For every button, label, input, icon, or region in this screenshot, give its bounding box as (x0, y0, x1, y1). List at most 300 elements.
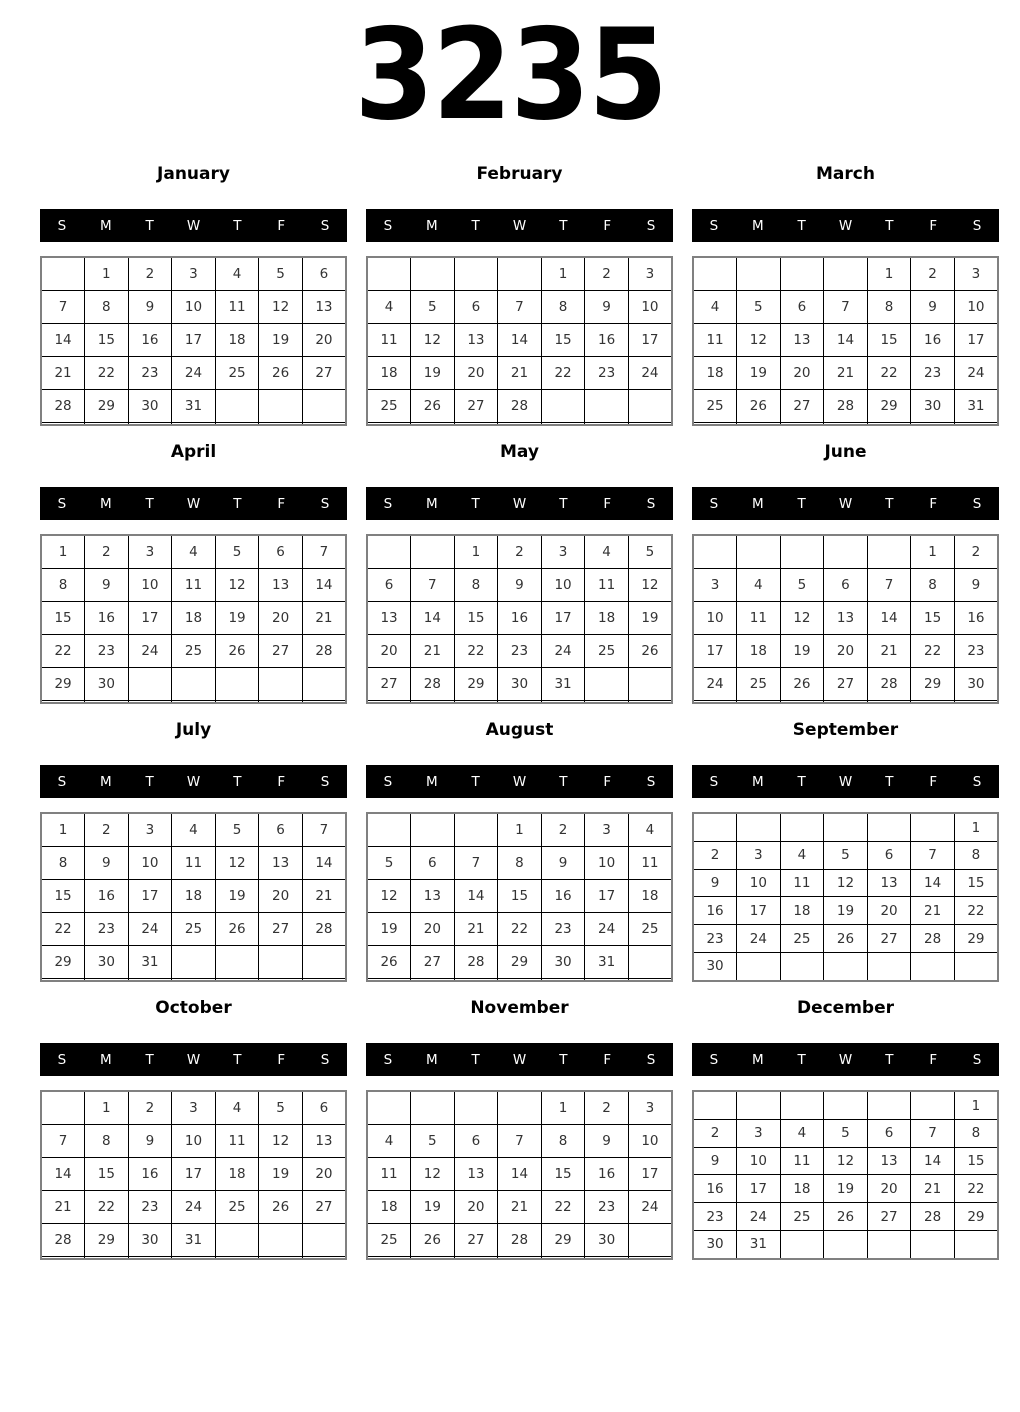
day-cell: 13 (302, 1125, 346, 1158)
day-cell: 13 (824, 602, 868, 635)
empty-day-cell (498, 422, 542, 425)
empty-day-cell (911, 700, 955, 703)
day-cell: 16 (541, 880, 585, 913)
day-cell: 24 (737, 925, 781, 953)
empty-day-cell (628, 1223, 672, 1256)
day-cell: 16 (128, 324, 172, 357)
week-row (367, 257, 672, 291)
week-row (367, 1190, 672, 1223)
day-cell: 1 (41, 535, 85, 569)
day-cell: 31 (172, 1223, 216, 1256)
empty-day-cell (585, 389, 629, 422)
day-cell: 27 (780, 389, 824, 422)
day-header-cell: S (57, 217, 67, 234)
day-cell: 29 (85, 389, 129, 422)
day-cell: 28 (41, 1223, 85, 1256)
day-cell: 17 (954, 324, 998, 357)
day-cell: 14 (911, 869, 955, 897)
day-cell: 3 (172, 1091, 216, 1125)
day-header-cell: T (885, 773, 894, 790)
day-cell: 18 (367, 1190, 411, 1223)
day-header-cell: S (646, 495, 656, 512)
empty-day-cell (172, 700, 216, 703)
day-header-cell: S (383, 217, 393, 234)
empty-day-cell (541, 1256, 585, 1259)
day-cell: 15 (541, 324, 585, 357)
week-row (41, 880, 346, 913)
empty-day-cell (302, 389, 346, 422)
day-header-cell: T (471, 217, 480, 234)
week-row (367, 1091, 672, 1125)
day-cell: 17 (128, 602, 172, 635)
day-cell: 25 (585, 634, 629, 667)
day-cell: 17 (737, 897, 781, 925)
day-header-bar (692, 209, 999, 242)
week-row (367, 634, 672, 667)
day-cell: 22 (954, 1175, 998, 1203)
week-row (693, 569, 998, 602)
empty-day-cell (367, 535, 411, 569)
week-row (367, 978, 672, 981)
empty-day-cell (737, 535, 781, 569)
day-cell: 15 (954, 1147, 998, 1175)
day-header-cell: W (838, 217, 853, 234)
day-cell: 5 (824, 842, 868, 870)
week-row (367, 1256, 672, 1259)
day-cell: 20 (259, 880, 303, 913)
day-header-cell: S (646, 1051, 656, 1068)
empty-day-cell (41, 422, 85, 425)
week-row (367, 847, 672, 880)
day-cell: 1 (498, 813, 542, 847)
empty-day-cell (41, 1256, 85, 1259)
week-row (693, 667, 998, 700)
day-header-cell: T (471, 495, 480, 512)
day-header-cell: S (57, 495, 67, 512)
day-cell: 27 (454, 389, 498, 422)
day-cell: 12 (259, 291, 303, 324)
day-header-bar (366, 487, 673, 520)
day-cell: 9 (585, 291, 629, 324)
empty-day-cell (867, 952, 911, 981)
day-cell: 18 (628, 880, 672, 913)
month-march (692, 150, 999, 428)
day-cell: 8 (954, 1120, 998, 1148)
week-row (693, 952, 998, 981)
day-cell: 5 (411, 291, 455, 324)
day-cell: 16 (128, 1158, 172, 1191)
week-row (693, 897, 998, 925)
empty-day-cell (302, 978, 346, 981)
day-cell: 24 (585, 912, 629, 945)
day-cell: 12 (411, 324, 455, 357)
day-cell: 4 (585, 535, 629, 569)
empty-day-cell (41, 978, 85, 981)
day-cell: 21 (867, 634, 911, 667)
day-cell: 4 (215, 257, 259, 291)
day-cell: 27 (259, 912, 303, 945)
day-cell: 12 (411, 1158, 455, 1191)
empty-day-cell (780, 422, 824, 425)
day-cell: 10 (693, 602, 737, 635)
empty-day-cell (128, 978, 172, 981)
empty-day-cell (737, 952, 781, 981)
day-header-cell: T (797, 1051, 806, 1068)
week-row (41, 569, 346, 602)
day-header-cell: M (751, 1051, 764, 1068)
empty-day-cell (541, 422, 585, 425)
week-row (693, 602, 998, 635)
day-header-cell: M (751, 217, 764, 234)
day-cell: 26 (259, 1190, 303, 1223)
empty-day-cell (824, 1091, 868, 1120)
day-cell: 10 (172, 1125, 216, 1158)
day-cell: 19 (215, 880, 259, 913)
day-cell: 8 (454, 569, 498, 602)
empty-day-cell (628, 389, 672, 422)
day-header-cell: W (512, 773, 527, 790)
empty-day-cell (128, 700, 172, 703)
day-cell: 14 (411, 602, 455, 635)
day-cell: 30 (954, 667, 998, 700)
day-cell: 29 (867, 389, 911, 422)
day-cell: 5 (411, 1125, 455, 1158)
empty-day-cell (911, 1091, 955, 1120)
day-cell: 8 (41, 847, 85, 880)
empty-day-cell (215, 667, 259, 700)
day-header-cell: S (383, 495, 393, 512)
day-cell: 2 (85, 535, 129, 569)
day-cell: 3 (172, 257, 216, 291)
week-row (367, 945, 672, 978)
empty-day-cell (172, 978, 216, 981)
day-cell: 1 (85, 257, 129, 291)
day-cell: 18 (693, 356, 737, 389)
day-cell: 22 (85, 356, 129, 389)
month-name: July (175, 720, 212, 740)
day-cell: 8 (867, 291, 911, 324)
day-cell: 29 (41, 667, 85, 700)
day-header-cell: T (559, 495, 568, 512)
day-cell: 10 (628, 1125, 672, 1158)
day-cell: 4 (367, 1125, 411, 1158)
day-cell: 25 (215, 356, 259, 389)
day-header-cell: M (99, 495, 112, 512)
day-cell: 20 (824, 634, 868, 667)
empty-day-cell (41, 700, 85, 703)
day-header-cell: M (425, 773, 438, 790)
month-name: May (500, 442, 539, 462)
month-name: February (476, 164, 563, 184)
day-cell: 9 (541, 847, 585, 880)
day-header-cell: W (838, 495, 853, 512)
day-cell: 11 (737, 602, 781, 635)
day-cell: 22 (41, 634, 85, 667)
day-header-bar (366, 765, 673, 798)
week-row (367, 291, 672, 324)
day-cell: 27 (302, 1190, 346, 1223)
day-header-cell: W (186, 1051, 201, 1068)
day-cell: 10 (172, 291, 216, 324)
day-cell: 28 (824, 389, 868, 422)
day-cell: 2 (693, 1120, 737, 1148)
week-row (41, 847, 346, 880)
empty-day-cell (454, 700, 498, 703)
day-cell: 26 (824, 925, 868, 953)
week-row (693, 925, 998, 953)
day-header-cell: T (145, 495, 154, 512)
day-cell: 28 (498, 1223, 542, 1256)
month-grid (366, 812, 673, 982)
day-cell: 27 (824, 667, 868, 700)
week-row (367, 389, 672, 422)
day-cell: 30 (693, 952, 737, 981)
day-header-cell: M (751, 773, 764, 790)
day-cell: 11 (367, 324, 411, 357)
day-cell: 29 (954, 925, 998, 953)
day-cell: 25 (367, 389, 411, 422)
day-cell: 1 (541, 257, 585, 291)
day-header-cell: S (320, 217, 330, 234)
day-cell: 8 (498, 847, 542, 880)
week-row (41, 813, 346, 847)
day-cell: 15 (41, 602, 85, 635)
week-row (41, 257, 346, 291)
week-row (41, 1125, 346, 1158)
week-row (41, 422, 346, 425)
day-cell: 21 (498, 1190, 542, 1223)
day-header-cell: W (512, 1051, 527, 1068)
day-cell: 3 (737, 842, 781, 870)
day-cell: 26 (215, 634, 259, 667)
day-cell: 11 (215, 1125, 259, 1158)
month-grid (366, 1090, 673, 1260)
day-cell: 2 (541, 813, 585, 847)
day-cell: 23 (585, 1190, 629, 1223)
empty-day-cell (498, 1091, 542, 1125)
empty-day-cell (541, 700, 585, 703)
month-may (366, 428, 673, 706)
empty-day-cell (911, 813, 955, 842)
day-cell: 10 (737, 1147, 781, 1175)
day-cell: 18 (737, 634, 781, 667)
month-october (40, 984, 347, 1262)
day-cell: 6 (302, 257, 346, 291)
empty-day-cell (367, 700, 411, 703)
day-cell: 12 (367, 880, 411, 913)
empty-day-cell (259, 700, 303, 703)
empty-day-cell (85, 1256, 129, 1259)
week-row (367, 569, 672, 602)
empty-day-cell (737, 813, 781, 842)
day-cell: 5 (259, 1091, 303, 1125)
day-header-cell: S (383, 773, 393, 790)
day-cell: 23 (911, 356, 955, 389)
day-header-cell: F (277, 495, 286, 512)
day-cell: 19 (411, 356, 455, 389)
day-cell: 26 (737, 389, 781, 422)
day-cell: 23 (498, 634, 542, 667)
day-cell: 22 (954, 897, 998, 925)
day-cell: 15 (911, 602, 955, 635)
day-cell: 12 (737, 324, 781, 357)
empty-day-cell (780, 1091, 824, 1120)
day-cell: 16 (585, 324, 629, 357)
day-cell: 28 (302, 912, 346, 945)
day-cell: 14 (41, 324, 85, 357)
day-header-cell: S (972, 773, 982, 790)
day-cell: 16 (693, 1175, 737, 1203)
day-header-cell: W (186, 495, 201, 512)
week-row (41, 634, 346, 667)
month-name: April (170, 442, 217, 462)
day-cell: 26 (215, 912, 259, 945)
day-cell: 17 (172, 324, 216, 357)
day-header-cell: S (709, 773, 719, 790)
day-cell: 17 (737, 1175, 781, 1203)
month-february (366, 150, 673, 428)
empty-day-cell (737, 700, 781, 703)
day-header-cell: T (145, 1051, 154, 1068)
day-cell: 23 (85, 634, 129, 667)
empty-day-cell (824, 535, 868, 569)
day-cell: 12 (215, 569, 259, 602)
month-september (692, 706, 999, 984)
day-cell: 9 (498, 569, 542, 602)
day-cell: 17 (541, 602, 585, 635)
day-header-cell: S (383, 1051, 393, 1068)
month-november (366, 984, 673, 1262)
empty-day-cell (693, 1091, 737, 1120)
day-cell: 9 (693, 869, 737, 897)
day-cell: 30 (911, 389, 955, 422)
day-header-cell: W (186, 217, 201, 234)
empty-day-cell (215, 389, 259, 422)
day-cell: 21 (41, 1190, 85, 1223)
week-row (41, 291, 346, 324)
day-cell: 19 (259, 1158, 303, 1191)
day-header-cell: S (646, 217, 656, 234)
day-cell: 24 (628, 356, 672, 389)
day-cell: 27 (867, 1203, 911, 1231)
week-row (693, 1147, 998, 1175)
day-cell: 23 (585, 356, 629, 389)
empty-day-cell (780, 952, 824, 981)
day-header-cell: M (751, 495, 764, 512)
empty-day-cell (693, 813, 737, 842)
day-cell: 4 (172, 535, 216, 569)
month-name: June (824, 442, 867, 462)
day-header-cell: M (99, 773, 112, 790)
day-header-bar (692, 1043, 999, 1076)
day-header-cell: T (885, 1051, 894, 1068)
day-cell: 5 (628, 535, 672, 569)
day-cell: 11 (367, 1158, 411, 1191)
day-cell: 2 (693, 842, 737, 870)
day-cell: 29 (41, 945, 85, 978)
day-header-cell: T (145, 773, 154, 790)
week-row (41, 700, 346, 703)
day-cell: 14 (302, 847, 346, 880)
day-cell: 3 (737, 1120, 781, 1148)
day-cell: 19 (215, 602, 259, 635)
day-cell: 16 (911, 324, 955, 357)
day-cell: 23 (541, 912, 585, 945)
empty-day-cell (693, 535, 737, 569)
empty-day-cell (824, 952, 868, 981)
day-header-cell: F (603, 495, 612, 512)
day-cell: 3 (585, 813, 629, 847)
day-header-cell: M (425, 495, 438, 512)
day-cell: 5 (215, 813, 259, 847)
empty-day-cell (215, 1256, 259, 1259)
empty-day-cell (867, 1230, 911, 1259)
day-cell: 1 (911, 535, 955, 569)
empty-day-cell (737, 257, 781, 291)
day-cell: 13 (302, 291, 346, 324)
day-cell: 13 (867, 869, 911, 897)
empty-day-cell (867, 535, 911, 569)
empty-day-cell (737, 422, 781, 425)
week-row (693, 1175, 998, 1203)
week-row (367, 1125, 672, 1158)
day-cell: 21 (411, 634, 455, 667)
empty-day-cell (172, 1256, 216, 1259)
week-row (693, 1120, 998, 1148)
day-cell: 7 (498, 291, 542, 324)
empty-day-cell (585, 1256, 629, 1259)
day-header-cell: W (512, 495, 527, 512)
day-header-cell: F (603, 1051, 612, 1068)
empty-day-cell (454, 813, 498, 847)
week-row (693, 1203, 998, 1231)
day-cell: 26 (780, 667, 824, 700)
day-cell: 1 (541, 1091, 585, 1125)
day-cell: 28 (867, 667, 911, 700)
day-header-cell: T (471, 773, 480, 790)
day-cell: 29 (498, 945, 542, 978)
day-cell: 19 (411, 1190, 455, 1223)
day-cell: 7 (824, 291, 868, 324)
day-cell: 18 (172, 880, 216, 913)
day-cell: 1 (954, 813, 998, 842)
empty-day-cell (172, 422, 216, 425)
day-header-cell: T (885, 217, 894, 234)
day-cell: 26 (824, 1203, 868, 1231)
day-cell: 31 (541, 667, 585, 700)
week-row (693, 324, 998, 357)
empty-day-cell (367, 257, 411, 291)
empty-day-cell (302, 700, 346, 703)
day-header-bar (40, 487, 347, 520)
day-header-cell: S (57, 1051, 67, 1068)
month-grid (692, 1090, 999, 1260)
day-cell: 31 (128, 945, 172, 978)
day-header-cell: F (603, 217, 612, 234)
day-cell: 5 (259, 257, 303, 291)
day-cell: 15 (541, 1158, 585, 1191)
month-grid (40, 534, 347, 704)
day-cell: 11 (172, 847, 216, 880)
day-cell: 31 (954, 389, 998, 422)
day-cell: 22 (41, 912, 85, 945)
empty-day-cell (85, 422, 129, 425)
empty-day-cell (585, 700, 629, 703)
day-header-cell: W (186, 773, 201, 790)
day-cell: 2 (954, 535, 998, 569)
empty-day-cell (302, 667, 346, 700)
month-grid (366, 256, 673, 426)
